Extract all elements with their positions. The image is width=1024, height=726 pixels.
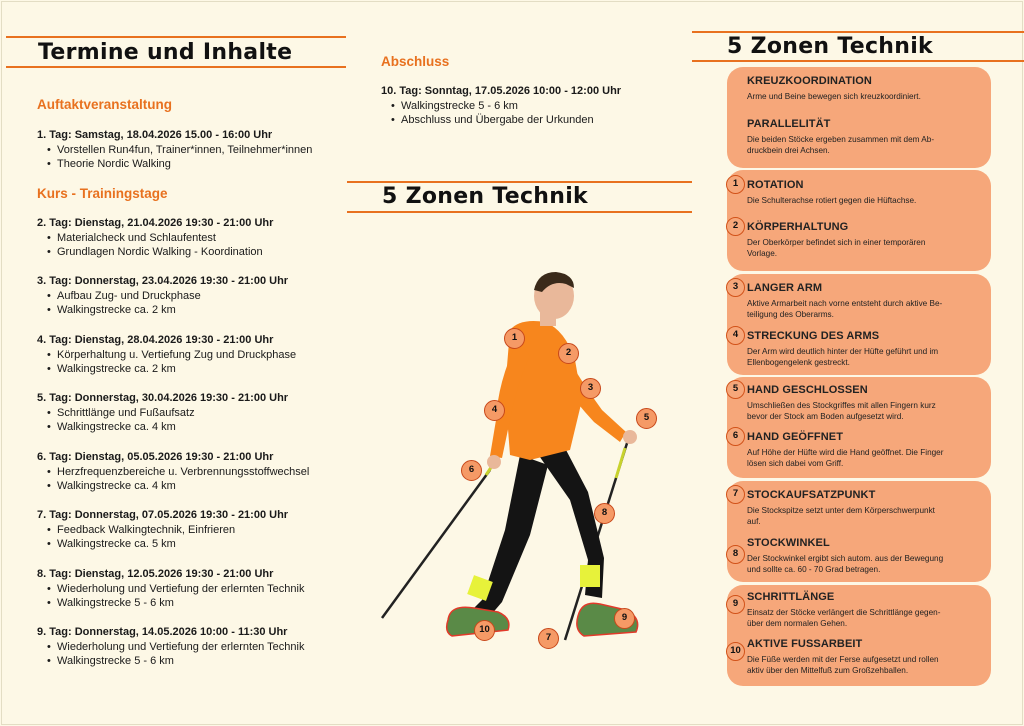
figure-title-rule-top [347, 181, 692, 183]
day-item: • Aufbau Zug- und Druckphase [47, 289, 288, 304]
day-item: • Grundlagen Nordic Walking - Koordination [47, 245, 273, 260]
day-item: • Schrittlänge und Fußaufsatz [47, 406, 288, 421]
day-title: 6. Tag: Dienstag, 05.05.2026 19:30 - 21:00 Uhr [37, 451, 274, 463]
front-hand [623, 430, 637, 444]
zone-title: STOCKAUFSATZPUNKT [747, 489, 876, 501]
schedule-column [0, 0, 350, 726]
figure-title-rule-bottom [347, 211, 692, 213]
zone-item-4 [732, 329, 985, 368]
schedule-title: Termine und Inhalte [38, 40, 293, 65]
day-title: 7. Tag: Donnerstag, 07.05.2026 19:30 - 21:00 Uhr [37, 509, 289, 521]
zone-number-badge: 2 [726, 217, 745, 236]
zone-item-5 [732, 383, 985, 422]
zone-group-3 [727, 377, 991, 478]
figure-marker-4: 4 [484, 400, 505, 421]
day-item: • Walkingstrecke 5 - 6 km [47, 654, 304, 669]
zone-title: STOCKWINKEL [747, 537, 830, 549]
zone-item-3 [732, 281, 985, 320]
zone-title: ROTATION [747, 179, 804, 191]
zone-desc: Die Schulterachse rotiert gegen die Hüftachse. [747, 196, 917, 205]
day-item: • Walkingstrecke 5 - 6 km [47, 596, 304, 611]
zone-title: LANGER ARM [747, 282, 823, 294]
zone-item-parallelism [747, 118, 985, 156]
zone-desc: Die Füße werden mit der Ferse aufgesetzt und rollen aktiv über den Mittelfuß zum Großzehballen. [747, 655, 939, 675]
zone-item-cross-coordination [747, 75, 985, 102]
day-block [37, 450, 309, 494]
closing-heading: Abschluss [381, 54, 450, 69]
day-title: 8. Tag: Dienstag, 12.05.2026 19:30 - 21:00 Uhr [37, 568, 274, 580]
day-title: 3. Tag: Donnerstag, 23.04.2026 19:30 - 21:00 Uhr [37, 275, 289, 287]
zone-group-intro [727, 67, 991, 168]
zone-number-badge: 9 [726, 595, 745, 614]
kickoff-heading: Auftaktveranstaltung [37, 97, 173, 112]
day-item: • Walkingstrecke ca. 4 km [47, 420, 288, 435]
zone-number-badge: 5 [726, 380, 745, 399]
figure-marker-7: 7 [538, 628, 559, 649]
zone-number-badge: 7 [726, 485, 745, 504]
figure-marker-9: 9 [614, 608, 635, 629]
front-pole-band [616, 448, 625, 478]
day-block [37, 625, 304, 669]
day-item: • Walkingstrecke ca. 5 km [47, 537, 288, 552]
zone-number-badge: 10 [726, 642, 745, 661]
zone-desc: Die Stockspitze setzt unter dem Körperschwerpunkt auf. [747, 506, 935, 526]
zone-title: KREUZKOORDINATION [747, 75, 872, 87]
zone-item-10 [730, 638, 985, 676]
zones-title: 5 Zonen Technik [727, 34, 933, 59]
zone-item-6 [732, 430, 985, 469]
zone-group-5 [727, 585, 991, 686]
title-rule-top [6, 36, 346, 38]
zone-item-9 [732, 591, 985, 629]
zone-group-4 [727, 481, 991, 582]
zones-title-rule-bottom [692, 60, 1024, 62]
zone-title: SCHRITTLÄNGE [747, 591, 835, 603]
zone-title: PARALLELITÄT [747, 118, 831, 130]
figure-marker-10: 10 [474, 620, 495, 641]
figure-marker-2: 2 [558, 343, 579, 364]
zone-desc: Arme und Beine bewegen sich kreuzkoordiniert. [747, 92, 921, 101]
front-sock [580, 565, 600, 587]
zone-title: KÖRPERHALTUNG [747, 221, 849, 233]
day-item: • Theorie Nordic Walking [47, 157, 312, 172]
day-title: 1. Tag: Samstag, 18.04.2026 15.00 - 16:00 Uhr [37, 129, 273, 141]
figure-marker-1: 1 [504, 328, 525, 349]
zone-number-badge: 8 [726, 545, 745, 564]
zone-desc: Der Arm wird deutlich hinter der Hüfte geführt und im Ellenbogengelenk gestreckt. [747, 347, 939, 367]
zone-number-badge: 3 [726, 278, 745, 297]
zone-item-1 [732, 178, 985, 206]
zones-title-rule-top [692, 31, 1024, 33]
day-item: • Wiederholung und Vertiefung der erlernten Technik [47, 640, 304, 655]
zone-group-1 [727, 170, 991, 271]
zone-item-7 [732, 488, 985, 527]
figure-marker-5: 5 [636, 408, 657, 429]
day-item: • Vorstellen Run4fun, Trainer*innen, Teilnehmer*innen [47, 143, 312, 158]
day-item: • Walkingstrecke 5 - 6 km [391, 99, 621, 114]
day-block-closing [381, 84, 621, 128]
day-block [37, 333, 296, 377]
day-title: 5. Tag: Donnerstag, 30.04.2026 19:30 - 21:00 Uhr [37, 392, 289, 404]
zone-title: HAND GESCHLOSSEN [747, 384, 868, 396]
day-block-kickoff [37, 128, 312, 172]
zone-title: HAND GEÖFFNET [747, 431, 844, 443]
figure-marker-8: 8 [594, 503, 615, 524]
rear-hand [487, 455, 501, 469]
zone-title: AKTIVE FUSSARBEIT [747, 638, 863, 650]
day-title: 10. Tag: Sonntag, 17.05.2026 10:00 - 12:00 Uhr [381, 85, 622, 97]
zone-desc: Die beiden Stöcke ergeben zusammen mit dem Ab- druckbein drei Achsen. [747, 135, 935, 155]
zone-desc: Auf Höhe der Hüfte wird die Hand geöffnet. Die Finger lösen sich dabei vom Griff. [747, 448, 944, 468]
day-item: • Walkingstrecke ca. 2 km [47, 362, 296, 377]
zone-desc: Aktive Armarbeit nach vorne entsteht durch aktive Be- teiligung des Oberarms. [747, 299, 943, 319]
day-block [37, 274, 288, 318]
day-item: • Körperhaltung u. Vertiefung Zug und Druckphase [47, 348, 296, 363]
zone-item-8 [732, 537, 985, 575]
figure-marker-3: 3 [580, 378, 601, 399]
zone-desc: Einsatz der Stöcke verlängert die Schrittlänge gegen- über dem normalen Gehen. [747, 608, 941, 628]
day-title: 4. Tag: Dienstag, 28.04.2026 19:30 - 21:00 Uhr [37, 334, 274, 346]
day-item: • Walkingstrecke ca. 2 km [47, 303, 288, 318]
nordic-walker-illustration [370, 260, 670, 660]
title-rule-bottom [6, 66, 346, 68]
day-item: • Herzfrequenzbereiche u. Verbrennungsstoffwechsel [47, 465, 309, 480]
zone-number-badge: 1 [726, 175, 745, 194]
zone-title: STRECKUNG DES ARMS [747, 330, 880, 342]
zone-number-badge: 4 [726, 326, 745, 345]
course-heading: Kurs - Trainingstage [37, 186, 168, 201]
day-block [37, 567, 304, 611]
zone-number-badge: 6 [726, 427, 745, 446]
figure-title: 5 Zonen Technik [382, 184, 588, 209]
zone-item-2 [732, 220, 985, 259]
figure-marker-6: 6 [461, 460, 482, 481]
zone-desc: Der Oberkörper befindet sich in einer temporären Vorlage. [747, 238, 926, 258]
day-item: • Wiederholung und Vertiefung der erlernten Technik [47, 582, 304, 597]
day-block [37, 508, 288, 552]
day-title: 2. Tag: Dienstag, 21.04.2026 19:30 - 21:00 Uhr [37, 217, 274, 229]
day-title: 9. Tag: Donnerstag, 14.05.2026 10:00 - 11:30 Uhr [37, 626, 288, 638]
day-block [37, 216, 273, 260]
day-block [37, 391, 288, 435]
day-item: • Materialcheck und Schlaufentest [47, 231, 273, 246]
day-item: • Feedback Walkingtechnik, Einfrieren [47, 523, 288, 538]
zone-group-2 [727, 274, 991, 375]
day-item: • Walkingstrecke ca. 4 km [47, 479, 309, 494]
zone-desc: Der Stockwinkel ergibt sich autom. aus der Bewegung und sollte ca. 60 - 70 Grad betragen. [747, 554, 944, 574]
zone-desc: Umschließen des Stockgriffes mit allen Fingern kurz bevor der Stock am Boden aufgesetzt wird. [747, 401, 936, 421]
day-item: • Abschluss und Übergabe der Urkunden [391, 113, 621, 128]
